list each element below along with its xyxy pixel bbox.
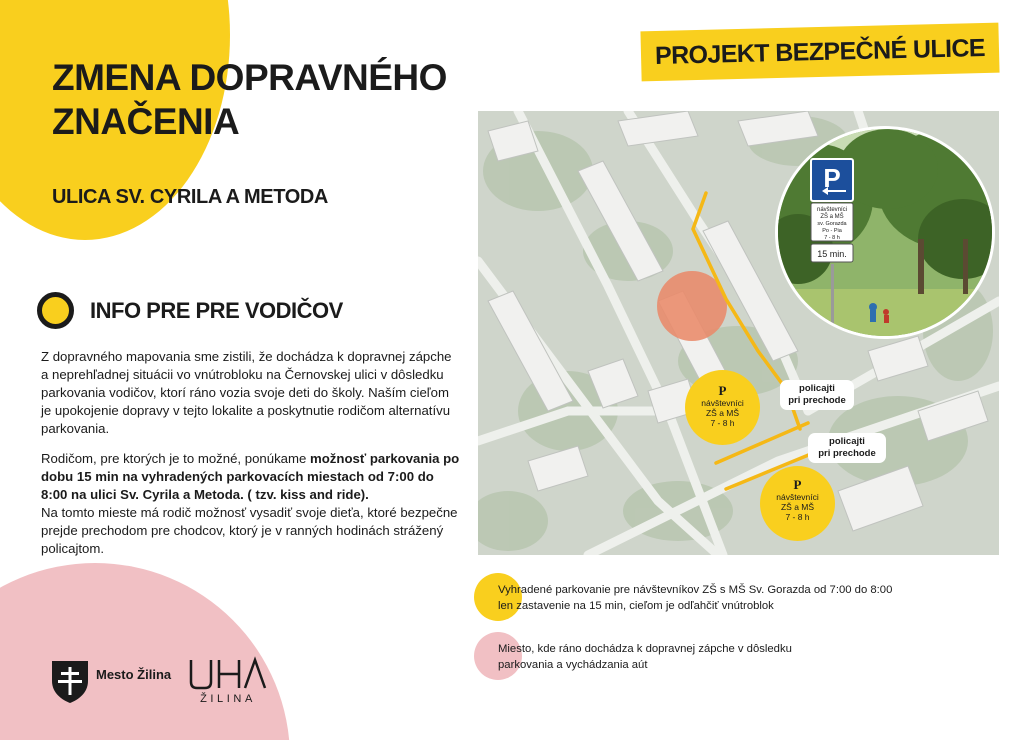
info-paragraph-2 xyxy=(41,450,461,558)
city-logo-text: Mesto Žilina xyxy=(96,667,172,682)
parking-zone-2-line3: 7 - 8 h xyxy=(785,512,810,522)
sign-plate-line4: Po - Pia xyxy=(822,228,842,234)
parking-zone-2-label xyxy=(760,478,835,522)
page-title xyxy=(52,56,447,144)
title-line-1: ZMENA DOPRAVNÉHO xyxy=(52,57,447,98)
parking-zone-1-letter: P xyxy=(718,383,727,398)
sign-photo-drawing xyxy=(778,129,995,339)
police-label-2-line2: pri prechode xyxy=(818,448,876,459)
city-coat-of-arms-icon xyxy=(50,659,90,705)
legend-yellow-line2: len zastavenie na 15 min, cieľom je odľahčiť vnútroblok xyxy=(498,600,774,612)
info-heading: INFO PRE PRE VODIČOV xyxy=(90,297,343,323)
legend-pink-line1: Miesto, kde ráno dochádza k dopravnej zápche v dôsledku xyxy=(498,643,792,655)
info-paragraph-2-intro: Rodičom, pre ktorých je to možné, ponúkame xyxy=(41,451,311,466)
sign-plate-line1: návštevníci xyxy=(816,207,848,213)
parking-zone-1-label xyxy=(685,384,760,428)
title-line-2: ZNAČENIA xyxy=(52,101,240,142)
sign-plate-line5: 7 - 8 h xyxy=(824,235,840,241)
legend-yellow-text xyxy=(498,582,892,614)
parking-zone-2-line2: ZŠ a MŠ xyxy=(780,502,815,512)
legend-yellow-line1: Vyhradené parkovanie pre návštevníkov ZŠ s MŠ Sv. Gorazda od 7:00 do 8:00 xyxy=(498,584,893,596)
info-heading-row xyxy=(37,292,343,329)
info-paragraph-2-rest: Na tomto mieste má rodič možnosť vysadiť svoje dieťa, ktoré bezpečne prejde prechodom pre chodcov, ktorý je v ranných hodinách strážený policajtom. xyxy=(41,505,458,556)
project-tag-label: PROJEKT BEZPEČNÉ ULICE xyxy=(654,33,986,70)
police-label-2-line1: policajti xyxy=(829,436,865,447)
uha-logo-subtitle: ŽILINA xyxy=(200,693,256,705)
legend-pink-text xyxy=(498,641,792,673)
police-label-1-line1: policajti xyxy=(799,383,835,394)
police-label-2 xyxy=(808,433,886,463)
street-subtitle: ULICA SV. CYRILA A METODA xyxy=(52,186,328,208)
parking-zone-1-line3: 7 - 8 h xyxy=(710,418,735,428)
police-label-1 xyxy=(780,380,854,410)
decorative-pink-circle xyxy=(0,563,290,740)
parking-zone-marker-2 xyxy=(760,466,835,541)
info-paragraph-1: Z dopravného mapovania sme zistili, že dochádza k dopravnej zápche a neprehľadnej situácii vo vnútrobloku na Černovskej ulici v dôsledku parkovania vodičov, ktorí ráno vozia svoje deti do školy. Naším cieľom je upokojenie dopravy v tejto lokalite a poskytnutie rodičom alternatívu parkovania. xyxy=(41,349,452,436)
uha-logo-icon xyxy=(187,656,269,692)
sign-letter: P xyxy=(823,163,841,193)
parking-zone-marker-1 xyxy=(685,370,760,445)
info-paragraph-2-bold: možnosť parkovania po dobu 15 min na vyhradených parkovacích miestach od 7:00 do 8:00 na ulici Sv. Cyrila a Metoda. ( tzv. kiss and ride). xyxy=(41,451,460,502)
parking-sign-photo xyxy=(775,126,995,339)
parking-zone-1-line1: návštevníci xyxy=(701,398,744,408)
legend-pink-line2: parkovania a vychádzania aút xyxy=(498,659,648,671)
sign-plate-line2: ZŠ a MŠ xyxy=(820,214,844,220)
project-tag xyxy=(640,23,999,82)
sign-plate-line3: sv. Gorazda xyxy=(817,221,847,227)
parking-zone-2-line1: návštevníci xyxy=(776,492,819,502)
bullet-circle-icon xyxy=(37,292,74,329)
police-label-1-line2: pri prechode xyxy=(788,395,846,406)
sign-time-plate: 15 min. xyxy=(817,249,847,259)
parking-zone-2-letter: P xyxy=(793,477,802,492)
parking-zone-1-line2: ZŠ a MŠ xyxy=(705,408,740,418)
